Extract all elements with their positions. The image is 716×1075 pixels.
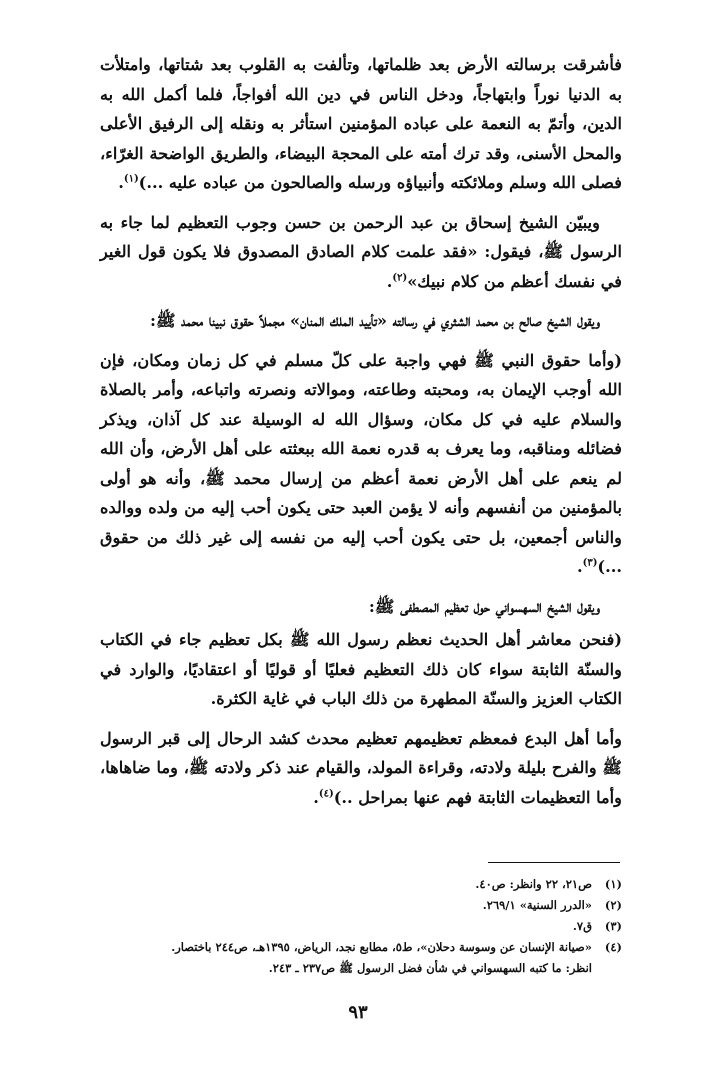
footnote-number: (١) xyxy=(604,877,622,891)
footnote-number: (٣) xyxy=(604,919,622,933)
paragraph-text: فأشرقت برسالته الأرض بعد ظلماتها، وتألفت به القلوب بعد شتاتها، وامتلأت به الدنيا نوراً وابتهاجاً، ودخل الناس في دين الله أفواجاً، فلما أكمل الله به الدين، وأتمّ به النعمة على عباده المؤمنين استأثر به ونقله إلى الرفيق الأعلى والمحل الأسنى، وقد ترك أمته على المحجة البيضاء، والطريق الواضحة الغرّاء، فصلى الله وسلم وملائكته وأنبياؤه ورسله والصالحون من عباده عليه ...) xyxy=(100,55,622,192)
footnote-text: «الدرر السنية» ٢٦٩/١. xyxy=(482,898,592,912)
paragraph-text: (وأما حقوق النبي ﷺ فهي واجبة على كلّ مسلم في كل زمان ومكان، فإن الله أوجب الإيمان به، ومحبته وطاعته، وموالاته ونصرته واتباعه، وأمر بالصلاة والسلام عليه في كل مكان، وسؤال الله له الوسيلة عند كل آذان، ويذكر فضائله ومناقبه، وما يعرف به قدره نعمة الله ببعثته على أهل الأرض، وأن الله لم ينعم على أهل الأرض نعمة أعظم من إرسال محمد ﷺ، وأنه هو أولى بالمؤمنين من أنفسهم وأنه لا يؤمن العبد حتى يكون أحب إليه من ولده ووالده والناس أجمعين، بل حتى يكون أحب إليه من نفسه إلى غير ذلك من حقوق ...) xyxy=(100,350,622,576)
body-paragraph-2 xyxy=(100,208,622,297)
footnote-3 xyxy=(84,916,622,937)
paragraph-text: ويقول الشيخ صالح بن محمد الشثري في رسالته «تأييد الملك المنان» مجملاً حقوق نبينا محمد ﷺ: xyxy=(150,311,600,330)
paragraph-text: (فنحن معاشر أهل الحديث نعظم رسول الله ﷺ بكل تعظيم جاء في الكتاب والسنّة الثابتة سواء كان ذلك التعظيم فعليًا أو قوليًا أو اعتقاديًا، والوارد في الكتاب العزيز والسنّة المطهرة من ذلك الباب في غاية الكثرة. xyxy=(100,630,622,708)
paragraph-end: . xyxy=(386,271,393,291)
paragraph-text: وأما أهل البدع فمعظم تعظيمهم تعظيم محدث كشد الرحال إلى قبر الرسول ﷺ والفرح بليلة ولادته، وقراءة المولد، والقيام عند ذكر ولادته ﷺ، وما ضاهاها، وأما التعظيمات الثابتة فهم عنها بمراحل ..) xyxy=(100,728,622,807)
body-paragraph-5 xyxy=(100,592,622,622)
paragraph-end: . xyxy=(118,173,124,192)
footnote-text: «صيانة الإنسان عن وسوسة دحلان»، ط٥، مطابع نجد، الرياض، ١٣٩٥هـ، ص٢٤٤ باختصار. xyxy=(171,940,592,954)
footnote-number: (٤) xyxy=(604,940,622,954)
footnote-text: ق٧. xyxy=(572,919,592,933)
footnote-ref-4[interactable]: (٤) xyxy=(318,788,334,800)
footnote-separator xyxy=(488,862,620,863)
footnote-ref-3[interactable]: (٣) xyxy=(582,557,598,569)
quote-paragraph-ahl-alhadith xyxy=(100,625,622,714)
footnote-text: ص٢١، ٢٢ وانظر: ص٤٠. xyxy=(475,877,592,891)
paragraph-text: ويبيّن الشيخ إسحاق بن عبد الرحمن بن حسن وجوب التعظيم لما جاء به الرسول ﷺ، فيقول: «فقد علمت كلام الصادق المصدوق فلا يكون قول الغير في نفسك أعظم من كلام نبيك» xyxy=(100,212,622,291)
footnote-2 xyxy=(84,895,622,916)
quote-paragraph-ahl-albida xyxy=(100,724,622,813)
body-paragraph-3 xyxy=(100,306,622,336)
paragraph-text: ويقول الشيخ السهسواني حول تعظيم المصطفى ﷺ: xyxy=(368,596,600,616)
paragraph-end: . xyxy=(313,787,319,807)
footnote-ref-2[interactable]: (٢) xyxy=(392,272,408,284)
footnote-number: (٢) xyxy=(604,898,622,912)
footnote-4 xyxy=(84,937,622,958)
footnote-4-continuation: انظر: ما كتبه السهسواني في شأن فضل الرسول ﷺ ص٢٣٧ ـ ٢٤٣. xyxy=(268,961,592,975)
footnotes xyxy=(84,874,622,979)
paragraph-end: . xyxy=(576,557,583,576)
body-paragraph-1 xyxy=(100,50,622,198)
quote-paragraph-rights xyxy=(100,346,622,582)
footnote-1 xyxy=(84,874,622,895)
footnote-ref-1[interactable]: (١) xyxy=(123,173,139,185)
page-number: ٩٣ xyxy=(348,1002,368,1023)
page-body xyxy=(100,50,622,822)
